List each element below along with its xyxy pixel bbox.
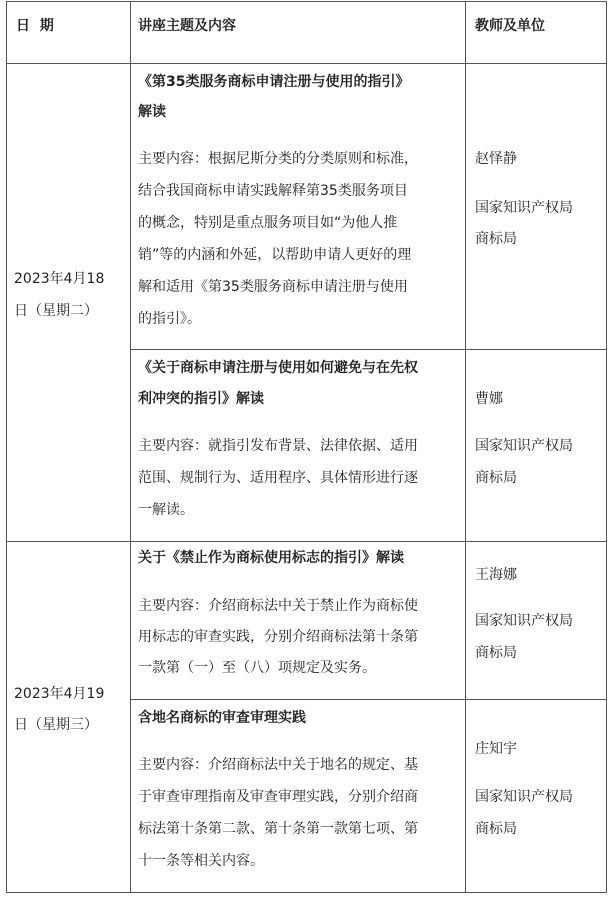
- header-teacher: 教师及单位: [475, 18, 545, 34]
- lecture-1-title-line-1: 《第35类服务商标申请注册与使用的指引》: [138, 74, 410, 90]
- lecture-1-content-line-4: 销”等的内涵和外延，以帮助申请人更好的理: [138, 247, 412, 263]
- lecture-3-unit-line-1: 国家知识产权局: [475, 613, 573, 629]
- lecture-1-unit-line-2: 商标局: [475, 231, 517, 247]
- lecture-1-content-line-3: 的概念，特别是重点服务项目如“为他人推: [138, 215, 398, 231]
- lecture-2-content-line-1: 主要内容：就指引发布背景、法律依据、适用: [138, 438, 418, 454]
- lecture-1-content-line-5: 解和适用《第35类服务商标申请注册与使用: [138, 279, 408, 295]
- column-divider-1: [130, 1, 131, 893]
- lecture-4-content-line-4: 十一条等相关内容。: [138, 853, 264, 869]
- lecture-2-teacher: 曹娜: [475, 391, 503, 407]
- lecture-4-teacher: 庄知宇: [475, 741, 517, 757]
- lecture-divider-2: [130, 699, 607, 700]
- lecture-1-content-line-1: 主要内容：根据尼斯分类的分类原则和标准，: [138, 151, 418, 167]
- lecture-2-unit-line-2: 商标局: [475, 470, 517, 486]
- lecture-3-content-line-2: 用标志的审查实践，分别介绍商标法第十条第: [138, 629, 418, 645]
- lecture-3-teacher: 王海娜: [475, 567, 517, 583]
- session-2-date-line-1: 2023年4月19: [14, 686, 105, 702]
- column-divider-2: [465, 1, 466, 893]
- table-border-right: [606, 1, 607, 893]
- lecture-1-content-line-6: 的指引》。: [138, 311, 201, 327]
- lecture-3-content-line-1: 主要内容：介绍商标法中关于禁止作为商标使: [138, 598, 418, 614]
- lecture-3-title-line-1: 关于《禁止作为商标使用标志的指引》解读: [138, 550, 404, 566]
- lecture-4-content-line-1: 主要内容：介绍商标法中关于地名的规定、基: [138, 757, 418, 773]
- header-topic: 讲座主题及内容: [138, 18, 236, 34]
- table-border-bottom: [6, 892, 607, 893]
- lecture-4-unit-line-2: 商标局: [475, 821, 517, 837]
- session-1-date-line-2: 日（星期二）: [14, 303, 98, 319]
- lecture-1-teacher: 赵怿静: [475, 151, 517, 167]
- lecture-2-unit-line-1: 国家知识产权局: [475, 438, 573, 454]
- lecture-4-content-line-3: 标法第十条第二款、第十条第一款第七项、第: [138, 821, 418, 837]
- lecture-1-title-line-2: 解读: [138, 104, 166, 120]
- table-border-left: [6, 1, 7, 893]
- lecture-4-title-line-1: 含地名商标的审查审理实践: [138, 710, 306, 726]
- lecture-3-unit-line-2: 商标局: [475, 645, 517, 661]
- lecture-2-content-line-3: 一解读。: [138, 502, 194, 518]
- session-1-date-line-1: 2023年4月18: [14, 271, 105, 287]
- lecture-4-unit-line-1: 国家知识产权局: [475, 789, 573, 805]
- lecture-2-title-line-1: 《关于商标申请注册与使用如何避免与在先权: [138, 360, 418, 376]
- lecture-2-title-line-2: 利冲突的指引》解读: [138, 391, 264, 407]
- lecture-3-content-line-3: 一款第（一）至（八）项规定及实务。: [138, 660, 376, 676]
- session-2-date-line-2: 日（星期三）: [14, 717, 98, 733]
- lecture-4-content-line-2: 于审查审理指南及审查审理实践，分别介绍商: [138, 789, 418, 805]
- lecture-1-unit-line-1: 国家知识产权局: [475, 200, 573, 216]
- lecture-1-content-line-2: 结合我国商标申请实践解释第35类服务项目: [138, 183, 408, 199]
- lecture-divider-1: [130, 349, 607, 350]
- table-border-top: [6, 1, 607, 2]
- header-divider: [6, 63, 607, 64]
- header-date: 日 期: [16, 18, 54, 34]
- lecture-2-content-line-2: 范围、规制行为、适用程序、具体情形进行逐: [138, 470, 418, 486]
